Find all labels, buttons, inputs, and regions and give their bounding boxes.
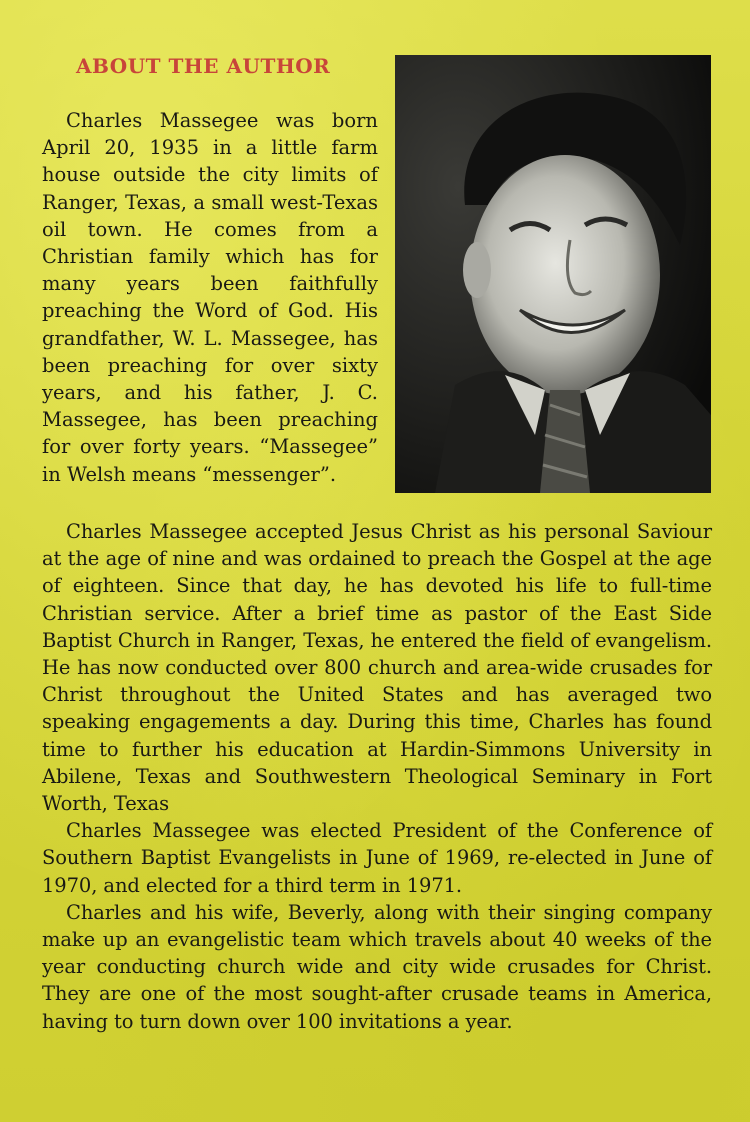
left-column-text <box>42 107 378 488</box>
author-photo <box>395 55 711 493</box>
paragraph-team: Charles and his wife, Beverly, along with their singing company make up an evangelistic team which travels about 40 weeks of the year conducting church wide and city wide crusades for Christ. They are one of the most sought-after crusade teams in America, having to turn down over 100 invitations a year. <box>42 900 712 1033</box>
paragraph-birth: Charles Massegee was born April 20, 1935 in a little farm house outside the city limits of Ranger, Texas, a small west-Texas oil town. He comes from a Christian family which has for many years been faithfully preaching the Word of God. His grandfather, W. L. Massegee, has been preaching for over sixty years, and his father, J. C. Massegee, has been preaching for over forty years. “Massegee” in Welsh means “messenger”. <box>42 109 378 486</box>
full-width-text <box>42 518 712 1035</box>
paragraph-ministry: Charles Massegee accepted Jesus Christ as his personal Saviour at the age of nine and was ordained to preach the Gospel at the age of eighteen. Since that day, he has devoted his life to full-time Christian service. After a brief time as pastor of the East Side Baptist Church in Ranger, Texas, he entered the field of evangelism. He has now conducted over 800 church and area-wide crusades for Christ throughout the United States and has averaged two speaking engagements a day. During this time, Charles has found time to further his education at Hardin-Simmons University in Abilene, Texas and Southwestern Theological Seminary in Fort Worth, Texas <box>42 520 712 816</box>
page-title: ABOUT THE AUTHOR <box>76 54 331 78</box>
paragraph-president: Charles Massegee was elected President of the Conference of Southern Baptist Evangelists in June of 1969, re-elected in June of 1970, and elected for a third term in 1971. <box>42 819 712 897</box>
